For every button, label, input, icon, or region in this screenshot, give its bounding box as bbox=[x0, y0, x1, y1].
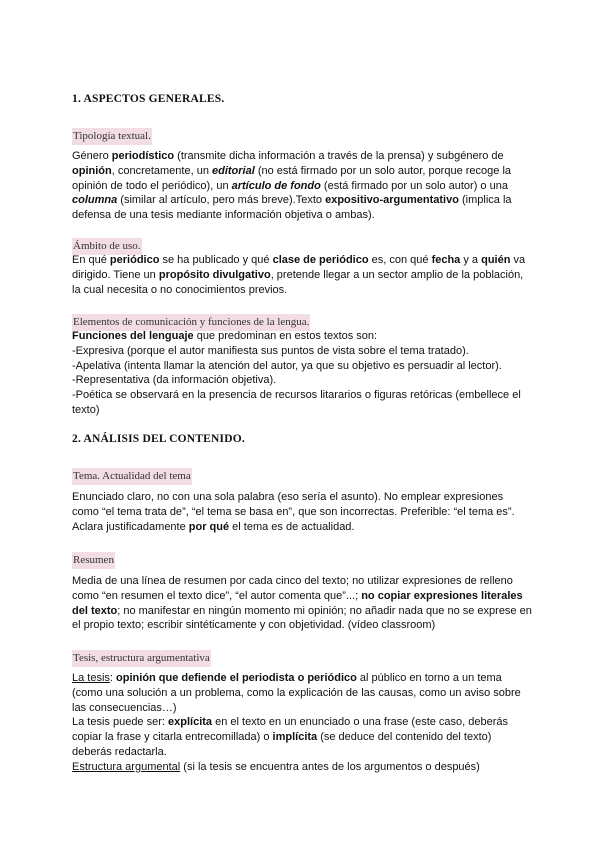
text: Media de una línea de resumen por cada cinco del texto; no utilizar expresiones de relleno como “en resumen el texto dice”, “el autor comenta que”...; bbox=[72, 575, 513, 602]
section-heading-aspectos: 1. ASPECTOS GENERALES. bbox=[72, 93, 225, 105]
bold-text: quién bbox=[481, 254, 511, 266]
list-item-expresiva: -Expresiva (porque el autor manifiesta sus puntos de vista sobre el tema tratado). bbox=[72, 344, 469, 357]
text: en el texto en un enunciado o una frase (este caso, deberás copiar la frase y citarla entrecomillada) o bbox=[72, 716, 509, 744]
text: al público en torno a un tema (como una solución a un problema, como la explicación de las causas, como un aviso sobre las consecuencias…) bbox=[72, 672, 521, 714]
label-tesis: Tesis, estructura argumentativa bbox=[72, 650, 211, 667]
bold-text: Funciones del lenguaje bbox=[72, 330, 194, 342]
text: La tesis puede ser: bbox=[72, 716, 169, 729]
bold-italic-text: editorial bbox=[212, 164, 255, 177]
text: (transmite dicha información a través de la prensa) y subgénero de bbox=[174, 150, 504, 162]
text: : bbox=[109, 672, 117, 684]
text: Enunciado claro, no con una sola palabra (eso sería el asunto). No emplear expresiones como “el tema trata de”, “el tema se basa en”, que son incorrectas. Preferible: “el tema es”. Aclara justificadamente bbox=[72, 491, 515, 533]
paragraph-resumen bbox=[72, 574, 532, 633]
text: que predominan en estos textos son: bbox=[193, 330, 378, 342]
paragraph-ambito bbox=[72, 253, 532, 297]
bold-text: fecha bbox=[431, 254, 461, 266]
text: va dirigido. Tiene un bbox=[72, 254, 526, 281]
text: (no está firmado por un solo autor, porque recoge la opinión de todo el periódico), un bbox=[72, 164, 512, 192]
list-item-apelativa: -Apelativa (intenta llamar la atención del autor, ya que su objetivo es persuadir al lector). bbox=[72, 359, 502, 372]
bold-text: por qué bbox=[188, 520, 230, 533]
text: (implica la defensa de una tesis mediante información objetiva o ambas). bbox=[72, 194, 512, 222]
text: se ha publicado y qué bbox=[159, 254, 273, 266]
text: el tema es de actualidad. bbox=[229, 520, 355, 533]
text: (si la tesis se encuentra antes de los argumentos o después) bbox=[180, 760, 480, 773]
bold-text: expositivo-argumentativo bbox=[325, 194, 459, 207]
underlined-text: La tesis bbox=[72, 672, 110, 684]
bold-italic-text: artículo de fondo bbox=[231, 179, 321, 192]
label-resumen: Resumen bbox=[72, 552, 115, 569]
underlined-text: Estructura argumental bbox=[72, 760, 181, 773]
paragraph-tema bbox=[72, 490, 532, 534]
text: (está firmado por un solo autor) o una bbox=[320, 179, 508, 192]
list-item-poetica: -Poética se observará en la presencia de recursos litararios o figuras retóricas (embellece el texto) bbox=[72, 389, 521, 416]
paragraph-elementos bbox=[72, 329, 532, 418]
bold-text: clase de periódico bbox=[272, 254, 369, 266]
label-elementos: Elementos de comunicación y funciones de la lengua. bbox=[72, 314, 310, 331]
bold-text: periodístico bbox=[111, 150, 175, 162]
label-ambito: Ámbito de uso. bbox=[72, 238, 142, 255]
text: (similar al artículo, pero más breve).Texto bbox=[117, 194, 326, 207]
label-tipologia: Tipología textual. bbox=[72, 128, 152, 145]
text: Género bbox=[72, 150, 112, 162]
label-tema: Tema. Actualidad del tema bbox=[72, 468, 192, 485]
bold-text: opinión que defiende el periodista o periódico bbox=[116, 672, 357, 684]
bold-text: no copiar expresiones literales del texto bbox=[72, 589, 523, 617]
text: , concretamente, un bbox=[111, 164, 212, 177]
bold-italic-text: columna bbox=[72, 194, 118, 207]
bold-text: periódico bbox=[109, 254, 160, 266]
paragraph-tipologia bbox=[72, 149, 532, 223]
section-heading-analisis: 2. ANÁLISIS DEL CONTENIDO. bbox=[72, 433, 245, 445]
bold-text: opinión bbox=[72, 164, 112, 177]
text: y a bbox=[460, 254, 482, 266]
bold-text: implícita bbox=[272, 731, 318, 744]
text: (se deduce del contenido del texto) deberás redactarla. bbox=[72, 731, 492, 758]
text: ; no manifestar en ningún momento mi opinión; no añadir nada que no se exprese en el propio texto; escribir sintéticamente y con objetividad. (vídeo classroom) bbox=[72, 604, 532, 632]
text: es, con qué bbox=[368, 254, 432, 266]
bold-text: explícita bbox=[168, 716, 213, 729]
text: En qué bbox=[72, 254, 110, 266]
paragraph-tesis bbox=[72, 671, 532, 775]
bold-text: propósito divulgativo bbox=[158, 268, 271, 281]
text: , pretende llegar a un sector amplio de la población, la cual necesita o no conocimientos previos. bbox=[72, 268, 524, 296]
list-item-representativa: -Representativa (da información objetiva). bbox=[72, 374, 277, 387]
